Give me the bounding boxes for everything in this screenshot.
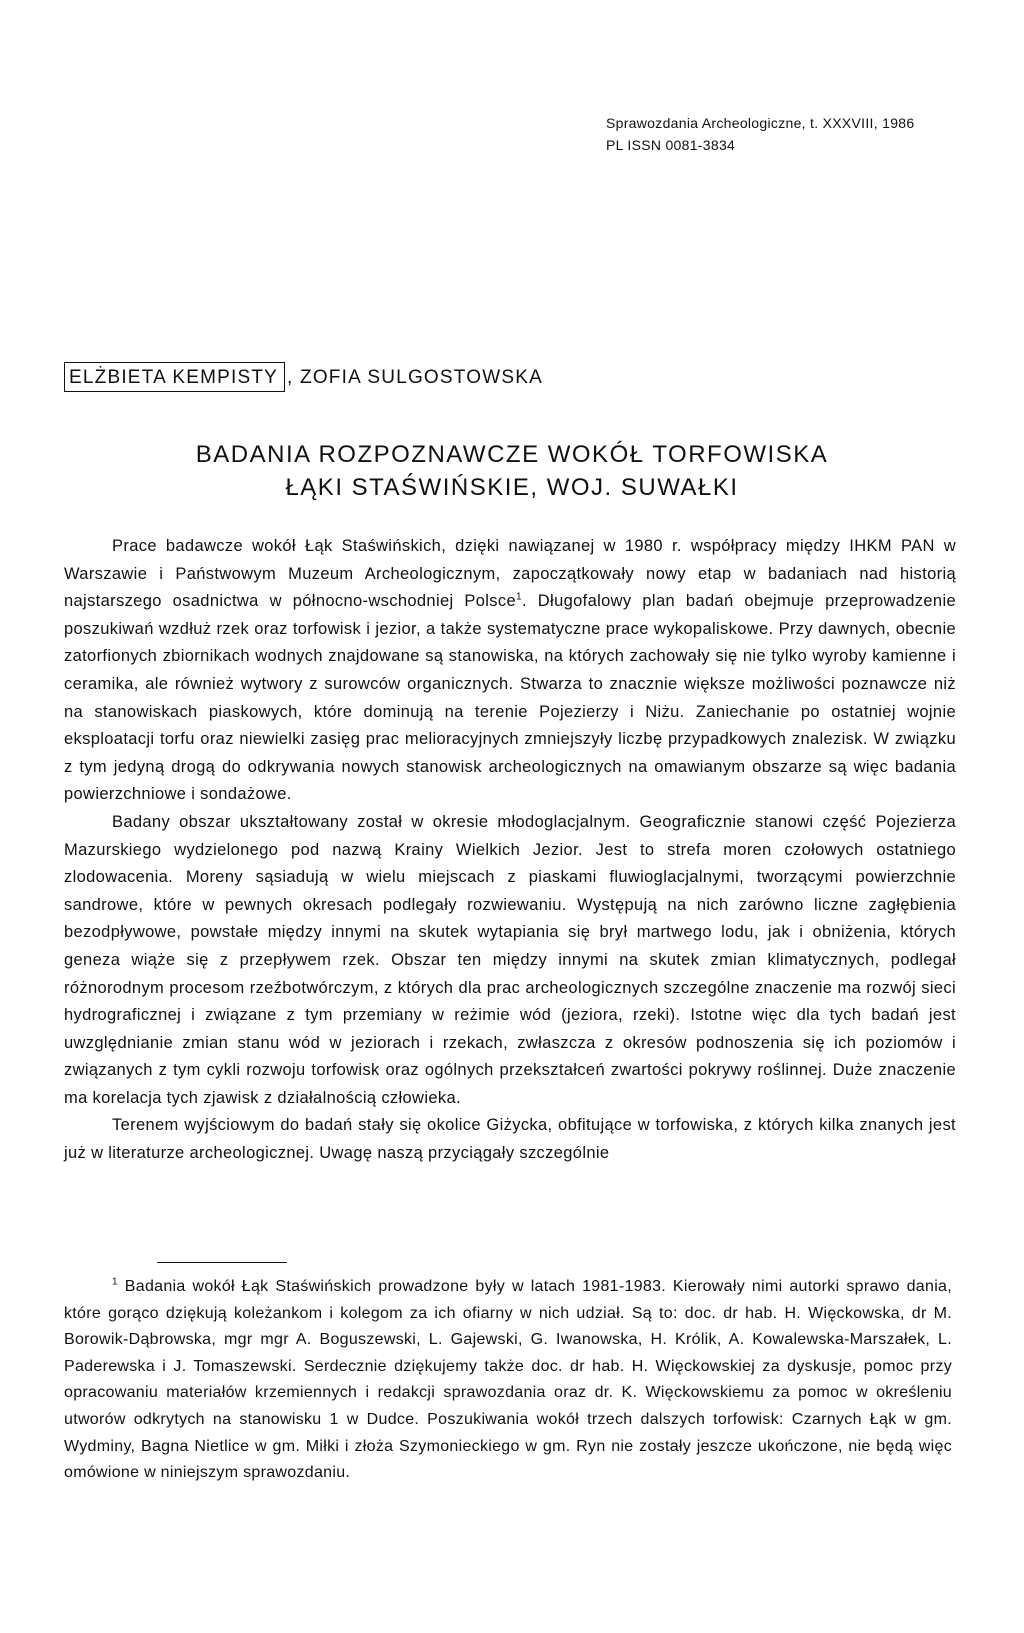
- footnote-divider: [157, 1262, 287, 1263]
- paragraph-1: [64, 533, 956, 809]
- title-line-2: ŁĄKI STAŚWIŃSKIE, WOJ. SUWAŁKI: [285, 474, 739, 501]
- article-title: [60, 438, 964, 504]
- title-line-1: BADANIA ROZPOZNAWCZE WOKÓŁ TORFOWISKA: [195, 441, 829, 468]
- paragraph-1-part-a: Prace badawcze wokół Łąk Staświńskich, dzięki nawiązanej w 1980 r. współpracy między IHKM PAN w Warszawie i Państwowym Muzeum Archeologicznym, zapoczątkowały nowy etap w badaniach nad historią najstarszego osadnictwa w północno-wschodniej Polsce: [64, 537, 956, 611]
- footnote-reference[interactable]: 1: [516, 591, 522, 603]
- footnote-text: Badania wokół Łąk Staświńskich prowadzone były w latach 1981-1983. Kierowały nimi autorki sprawo dania, które gorąco dziękują koleżankom i kolegom za ich ofiarny w nich udział. Są to: doc. dr hab. H. Więckowska, dr M. Borowik-Dąbrowska, mgr mgr A. Boguszewski, L. Gajewski, G. Iwanowska, H. Królik, A. Kowalewska-Marszałek, L. Paderewska i J. Tomaszewski. Serdecznie dziękujemy także doc. dr hab. H. Więckowskiej za dyskusje, pomoc przy opracowaniu materiałów krzemiennych i redakcji sprawozdania oraz dr. K. Więckowskiemu za pomoc w określeniu utworów odkrytych na stanowisku 1 w Dudce. Poszukiwania wokół trzech dalszych torfowisk: Czarnych Łąk w gm. Wydminy, Bagna Nietlice w gm. Miłki i złoża Szymonieckiego w gm. Ryn nie zostały jeszcze ukończone, nie będą więc omówione w niniejszym sprawozdaniu.: [64, 1278, 952, 1482]
- journal-issn: PL ISSN 0081-3834: [606, 137, 736, 153]
- author-separator: ,: [287, 367, 294, 388]
- footnote-marker: 1: [112, 1276, 118, 1288]
- article-body: [64, 533, 956, 1168]
- footnote-paragraph: [64, 1274, 952, 1487]
- journal-header: [606, 112, 914, 156]
- journal-citation: Sprawozdania Archeologiczne, t. XXXVIII, 1986: [606, 115, 915, 131]
- paragraph-3: Terenem wyjściowym do badań stały się okolice Giżycka, obfitujące w torfowiska, z których kilka znanych jest już w literaturze archeologicznej. Uwagę naszą przyciągały szczególnie: [64, 1116, 956, 1163]
- paragraph-1-part-b: . Długofalowy plan badań obejmuje przeprowadzenie poszukiwań wzdłuż rzek oraz torfowisk i jezior, a także systematyczne prace wykopaliskowe. Przy dawnych, obecnie zatorfionych zbiornikach wodnych znajdowane są stanowiska, na których zachowały się nie tylko wyroby kamienne i ceramika, ale również wytwory z surowców organicznych. Stwarza to znacznie większe możliwości poznawcze niż na stanowiskach piaskowych, które dominują na terenie Pojezierzy i Niżu. Zaniechanie po ostatniej wojnie eksploatacji torfu oraz niewielki zasięg prac melioracyjnych zmniejszyły liczbę przypadkowych znalezisk. W związku z tym jedyną drogą do odkrywania nowych stanowisk archeologicznych na omawianym obszarze są więc badania powierzchniowe i sondażowe.: [64, 592, 956, 804]
- author-first-boxed: ELŻBIETA KEMPISTY: [64, 362, 285, 392]
- paragraph-2: Badany obszar ukształtowany został w okresie młodoglacjalnym. Geograficznie stanowi część Pojezierza Mazurskiego wydzielonego pod nazwą Krainy Wielkich Jezior. Jest to strefa moren czołowych ostatniego zlodowacenia. Moreny sąsiadują w wielu miejscach z piaskami fluwioglacjalnymi, tworzącymi powierzchnie sandrowe, które w pewnych okresach podlegały rozwiewaniu. Występują na nich zarówno liczne zagłębienia bezodpływowe, powstałe między innymi na skutek wytapiania się brył martwego lodu, jak i obniżenia, których geneza wiąże się z przepływem rzek. Obszar ten między innymi na skutek zmian klimatycznych, podlegał różnorodnym procesom rzeźbotwórczym, z których dla prac archeologicznych szczególne znaczenie ma rozwój sieci hydrograficznej i związane z tym przemiany w reżimie wód (jeziora, rzeki). Istotne więc dla tych badań jest uwzględnianie zmian stanu wód w jeziorach i rzekach, zwłaszcza z okresów podnoszenia się ich poziomów i związanych z tym cykli rozwoju torfowisk oraz ogólnych przekształceń zwartości pokrywy roślinnej. Duże znaczenie ma korelacja tych zjawisk z działalnością człowieka.: [64, 812, 956, 1107]
- author-line: [64, 362, 543, 392]
- author-second: ZOFIA SULGOSTOWSKA: [300, 367, 543, 388]
- footnote: [64, 1274, 952, 1487]
